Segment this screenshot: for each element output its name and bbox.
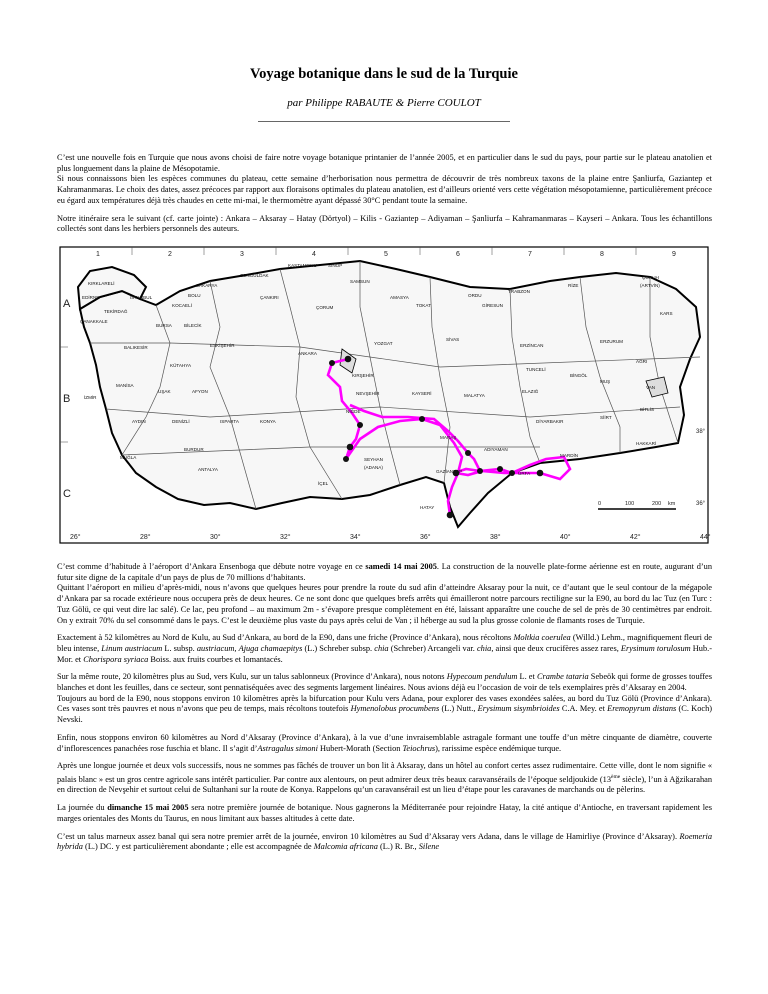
map-province-label: NİĞDE: [346, 409, 361, 414]
body-text: Enfin, nous stoppons environ 60 kilomètres au Nord d’Aksaray (Province d’Ankara), à la vue d’une invraisemblable astragale formant une touffe d’un mètre cinquante de diamètre, couverte d’inflorescences panachées rose fuschia et blanc. Il s’agit d’: [57, 732, 712, 753]
stop-aksaray: [347, 444, 354, 451]
map-province-label: HAKKARİ: [636, 441, 657, 446]
map-province-label: ORDU: [468, 293, 482, 298]
map-province-label: TOKAT: [416, 303, 431, 308]
map-province-label: KIRKLARELİ: [88, 281, 115, 286]
body-text: (L.) Schreber subsp.: [302, 643, 375, 653]
stop-maras: [465, 450, 471, 456]
species-name: Malcomia africana: [313, 842, 378, 852]
map-province-label: ADIYAMAN: [484, 447, 508, 452]
species-name: Linum austriacum: [101, 643, 163, 653]
map-province-label: MALATYA: [464, 393, 485, 398]
body-paragraph-2: Quittant l’aéroport en milieu d’après-midi, nous n’avons que quelques heures pour prendre la route du sud afin d’atteindre Aksaray pour la nuit, ce d’autant que le seul contour de la mégapole d’Ankara par sa rocade extérieure nous occupera près de deux heures. Ce ne sont donc que quelques brefs arrêts qui émailleront notre parcours rectiligne sur la E90, au bord du lac Tuz (en Turc : Tuz Gölü, ce qui veut dire lac salé). Ce lac, peu profond – au maximum 2m - s’évapore presque complètement en été, laissant apparaître une couche de sel de près de 30 centimètres par endroit. On y extrait 70% du sel consommé dans le pays. C’est le deuxième plus vaste du pays après celui de Van ; il héberge au sud la plus grosse colonie de flamants roses de Turquie.: [57, 583, 712, 625]
body-paragraph-6: [57, 733, 712, 754]
map-province-label: ERZİNCAN: [520, 343, 544, 348]
species-name: Moltkia coerulea: [513, 633, 571, 643]
species-name: Eremopyrum distans: [607, 704, 677, 714]
map-province-label: TUNCELİ: [526, 367, 546, 372]
map-province-label: ERZURUM: [600, 339, 623, 344]
map-province-label: BURDUR: [184, 447, 204, 452]
map-province-label: VAN: [646, 385, 656, 390]
map-province-label: SİVAS: [446, 337, 460, 342]
map-province-label: TRABZON: [508, 289, 530, 294]
map-province-label: SİNOP: [328, 263, 343, 268]
body-text: (L.) DC. y est particulièrement abondante ; elle est accompagnée de: [82, 842, 314, 852]
route-map: [60, 247, 711, 543]
stop-4: [509, 470, 515, 476]
map-province-label: BİLECİK: [184, 323, 202, 328]
map-longitude-label: 40°: [560, 534, 571, 541]
map-province-label: ZONGULDAK: [240, 273, 269, 278]
body-text: Hubert-Morath (Section: [317, 743, 403, 753]
map-longitude-label: 44°: [700, 534, 711, 541]
stop-1: [329, 360, 335, 366]
species-name: Crambe tataria: [536, 672, 589, 682]
body-text: Exactement à 52 kilomètres au Nord de Kulu, au Sud d’Ankara, au bord de la E90, dans une friche (Province d’Ankara), nous récoltons: [57, 633, 514, 643]
map-province-label: SİİRT: [600, 415, 612, 420]
body-text: (L.) Nutt.,: [439, 704, 478, 714]
map-province-label: MUĞLA: [120, 455, 137, 460]
body-text: Après une longue journée et deux vols successifs, nous ne sommes pas fâchés de trouver un bon lit à Aksaray, dans un hôtel au confort certes assez rudimentaire. Cette ville, dont le nom signifie « palais blanc » est un gros centre agricole sans intérêt particulier. Par contre aux alentours, on peut admirer deux très beaux caravansérails de l’époque seldjoukide (13: [57, 761, 712, 784]
body-paragraph-1: [57, 562, 712, 583]
map-column-number: 8: [600, 251, 604, 258]
body-paragraph-7: [57, 761, 712, 796]
map-column-number: 7: [528, 251, 532, 258]
map-province-label: İÇEL: [318, 481, 329, 486]
map-scale-label: 200: [652, 501, 662, 507]
map-province-label: YOZGAT: [374, 341, 393, 346]
body-text: ), rarissime espèce endémique turque.: [435, 743, 562, 753]
map-scale-label: 0: [598, 501, 602, 507]
map-province-label: UŞAK: [158, 389, 171, 394]
body-text: C’est un talus marneux assez banal qui sera notre premier arrêt de la journée, environ 10 kilomètres au Sud d’Aksaray vers Adana, dans le village de Hamirliye (Province d’Aksaray).: [57, 831, 680, 841]
body-section: [57, 562, 712, 860]
map-province-label: KIRŞEHİR: [352, 373, 374, 378]
map-province-label: BURSA: [156, 323, 172, 328]
map-province-label: KOCAELİ: [172, 303, 192, 308]
map-province-label: ISPARTA: [220, 419, 239, 424]
body-text: (L.) R. Br.,: [377, 842, 419, 852]
body-paragraph-3: [57, 633, 712, 665]
map-province-label: AMASYA: [390, 295, 409, 300]
body-text: (Willd.) Lehm., magnifiquement fleuri de bleu intense,: [57, 633, 712, 653]
map-province-label: BALIKESİR: [124, 345, 148, 350]
map-scale-label: 100: [625, 501, 635, 507]
map-province-label: ÇORUH: [642, 275, 659, 280]
body-text: sera notre première journée de botanique. Nous gagnerons la Méditerranée pour rejoindre Hatay, la cité antique d’Antioche, en traversant rapidement les marges orientales des Monts du Taurus, en nous limitant aux basses altitudes à cette date.: [57, 803, 713, 823]
map-province-label: İSTANBUL: [130, 295, 153, 300]
map-province-label: MUŞ: [600, 379, 611, 384]
map-province-label: MARDİN: [560, 453, 579, 458]
map-province-label: KONYA: [260, 419, 276, 424]
map-province-label: ANTALYA: [198, 467, 218, 472]
map-province-label: BİTLİS: [640, 407, 655, 412]
intro-section: [57, 153, 712, 242]
map-province-label: KASTAMONU: [288, 263, 317, 268]
map-province-label: (ARTVİN): [640, 283, 660, 288]
map-province-label: AFYON: [192, 389, 208, 394]
stop-ankara: [345, 356, 352, 363]
body-text: Sur la même route, 20 kilomètres plus au Sud, vers Kulu, sur un talus sablonneux (Province d’Ankara), nous notons: [57, 672, 447, 682]
map-latitude-label: 38°: [696, 429, 706, 435]
body-text: La journée du: [57, 803, 108, 813]
map-province-label: BİNGÖL: [570, 373, 588, 378]
map-province-label: ÇANKIRI: [260, 295, 279, 300]
stop-urfa: [537, 470, 544, 477]
map-column-number: 9: [672, 251, 676, 258]
species-name: chia: [374, 643, 389, 653]
body-text: C’est comme d’habitude à l’aéroport d’Ankara Ensenboga que débute notre voyage en ce: [57, 562, 366, 571]
map-province-label: KÜTAHYA: [170, 363, 192, 368]
intro-paragraph-2: Si nous connaissons bien les espèces communes du plateau, cette semaine d’herborisation nous permettra de découvrir de très nombreux taxons de la plaine entre Şanliurfa, Gaziantep et Kahramanmaras. Le choix des dates, assez précoces par rapport aux floraisons optimales du plateau anatolien, est d’ailleurs orienté vers cette végétation mésopotamienne, particulièrement précoce eu égard aux températures déjà très chaudes en cette mi-mai, le thermomètre ayant dépassé 30°C pendant toute la semaine.: [57, 174, 712, 205]
intro-paragraph-3: Notre itinéraire sera le suivant (cf. carte jointe) : Ankara – Aksaray – Hatay (Dörtyol) – Kilis - Gaziantep – Adiyaman – Şanliurfa – Kahramanmaras – Kayseri – Ankara. Tous les échantillons collectés sont dans les herbiers personnels des auteurs.: [57, 213, 712, 234]
map-province-label: NEVŞEHİR: [356, 391, 380, 396]
map-province-label: DİYARBAKIR: [536, 419, 564, 424]
stop-3: [343, 456, 349, 462]
body-paragraph-4: [57, 672, 712, 693]
date-sunday: dimanche 15 mai 2005: [107, 803, 189, 813]
species-name: Erysimum torulosum: [620, 643, 691, 653]
map-province-label: İZMİR: [84, 395, 97, 400]
species-name: Erysimum sisymbrioides: [477, 704, 560, 714]
species-name: Hypecoum pendulum: [446, 672, 518, 682]
map-province-label: RİZE: [568, 283, 579, 288]
superscript: ème: [611, 773, 621, 780]
body-text: ,: [234, 643, 239, 653]
body-text: C.A. Mey. et: [559, 704, 608, 714]
map-province-label: SAKARYA: [196, 283, 218, 288]
body-text: Boiss. aux fruits courbes et lomantacés.: [148, 654, 283, 664]
map-longitude-label: 28°: [140, 534, 151, 541]
species-name: Silene: [418, 842, 440, 852]
map-longitude-label: 42°: [630, 534, 641, 541]
map-column-number: 6: [456, 251, 460, 258]
body-text: Sebeök qui forme de grosses touffes blanches et dont les feuilles, dans ce secteur, sont pennatiséquées avec des segments largement linéaires. Nous avions déjà eu l’occasion de voir de tels exemplaires près d’Aksaray en 2004.: [57, 672, 712, 693]
map-longitude-label: 30°: [210, 534, 221, 541]
stop-adiyaman: [497, 466, 503, 472]
intro-paragraph-1: C’est une nouvelle fois en Turquie que nous avons choisi de faire notre voyage botanique printanier de l’année 2005, et en particulier dans le sud du pays, pour partie sur le plateau anatolien et plus longuement dans la plaine de Mésopotamie.: [57, 153, 712, 173]
map-column-number: 3: [240, 251, 244, 258]
body-paragraph-9: [57, 832, 712, 853]
map-province-label: ESKİŞEHİR: [210, 343, 235, 348]
stop-2: [357, 422, 363, 428]
map-latitude-label: 36°: [696, 501, 706, 507]
map-province-label: DENİZLİ: [172, 419, 190, 424]
map-column-number: 2: [168, 251, 172, 258]
map-province-label: TEKİRDAĞ: [104, 309, 128, 314]
map-province-label: AYDIN: [132, 419, 146, 424]
map-province-label: SAMSUN: [350, 279, 370, 284]
body-text: . La construction de la nouvelle plate-forme aérienne est en route, augurant d’un futur site digne de la capitale d’un pays de plus de 70 millions d’habitants.: [57, 562, 712, 582]
map-province-label: EDİRNE: [82, 295, 100, 300]
map-province-label: KARS: [660, 311, 673, 316]
stop-hatay: [447, 512, 454, 519]
body-paragraph-8: [57, 803, 712, 824]
map-row-letter: C: [63, 488, 71, 500]
map-province-label: ELAZIĞ: [522, 389, 539, 394]
body-paragraph-5: [57, 694, 712, 726]
map-scale-label: km: [668, 501, 676, 507]
document-title: Voyage botanique dans le sud de la Turquie: [250, 66, 518, 82]
map-row-letter: A: [63, 298, 71, 310]
map-province-label: AĞRI: [636, 359, 648, 364]
map-province-label: ÇORUM: [316, 305, 334, 310]
map-province-label: SEYHAN: [364, 457, 383, 462]
species-name: Hymenolobus procumbens: [350, 704, 440, 714]
map-province-label: GİRESUN: [482, 303, 503, 308]
species-name: Roemeria hybrida: [57, 831, 712, 852]
map-province-label: BOLU: [188, 293, 201, 298]
body-text: (Schreber) Arcangeli var.: [388, 643, 477, 653]
map-longitude-label: 36°: [420, 534, 431, 541]
map-province-label: GAZİANTEP: [436, 469, 463, 474]
map-province-label: MARAŞ: [440, 435, 457, 440]
map-row-letter: B: [63, 393, 71, 405]
map-province-label: URFA: [518, 471, 531, 476]
map-column-number: 1: [96, 251, 100, 258]
map-province-label: ANKARA: [298, 351, 317, 356]
stop-kilis: [477, 468, 483, 474]
body-text: L. subsp.: [162, 643, 197, 653]
body-text: (C. Koch) Nevski.: [57, 704, 713, 725]
map-column-number: 4: [312, 251, 316, 258]
body-text: Hub.-Mor. et: [57, 643, 713, 664]
map-province-label: MANİSA: [116, 383, 134, 388]
map-province-label: ÇANAKKALE: [80, 319, 108, 324]
map-longitude-label: 26°: [70, 534, 81, 541]
map-province-label: (ADANA): [364, 465, 383, 470]
body-text: L. et: [517, 672, 537, 682]
species-name: Teiochrus: [402, 743, 436, 753]
species-name: Ajuga chamaepitys: [238, 643, 303, 653]
stop-kayseri: [419, 416, 425, 422]
map-longitude-label: 34°: [350, 534, 361, 541]
body-text: Toujours au bord de la E90, nous stoppons environ 10 kilomètres après la bifurcation pour Kulu vers Adana, pour explorer des vases exondées salées, au bord du Tuz Gölü (Province d’Ankara). Ces vases sont très pauvres et nous n’avons que peu de temps, mais récoltons toutefois: [57, 693, 712, 714]
body-text: , ainsi que deux crucifères assez rares,: [491, 643, 621, 653]
map-longitude-label: 38°: [490, 534, 501, 541]
title-divider: [258, 121, 510, 122]
species-name: Chorispora syriaca: [83, 654, 149, 664]
map-longitude-label: 32°: [280, 534, 291, 541]
species-name: chia: [476, 643, 492, 653]
body-text: siècle), l’un à Ağzikarahan en direction de Nevşehir et surtout celui de Sultanhani sur la route de Konya. Rappelons qu’un caravansérail est un lieu d’étape pour les caravanes de marchands ou de pèlerins.: [57, 774, 712, 795]
document-authors: par Philippe RABAUTE & Pierre COULOT: [287, 97, 481, 109]
date-saturday: samedi 14 mai 2005: [365, 562, 437, 571]
species-name: austriacum: [196, 643, 235, 653]
species-name: Astragalus simoni: [257, 743, 318, 753]
map-province-label: HATAY: [420, 505, 435, 510]
map-province-label: KAYSERİ: [412, 391, 432, 396]
map-column-number: 5: [384, 251, 388, 258]
